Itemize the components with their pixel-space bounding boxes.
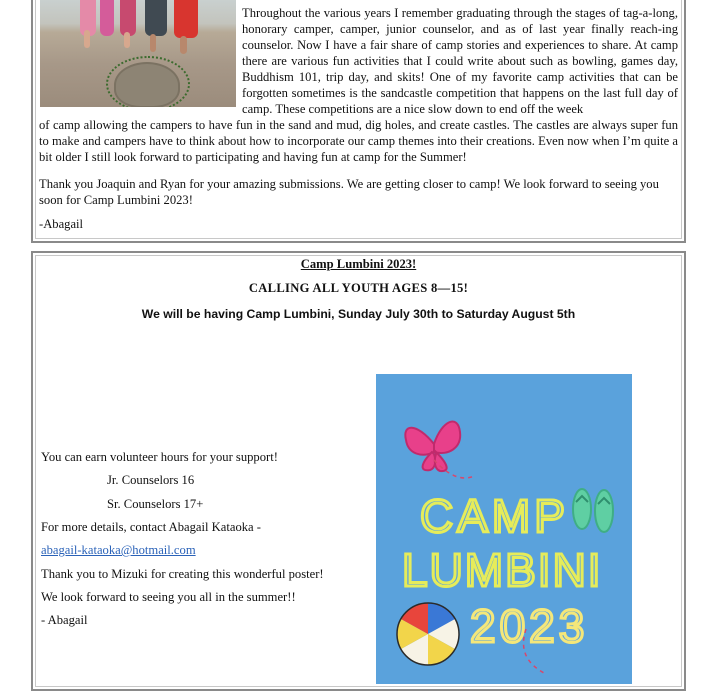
email-link[interactable]: abagail-kataoka@hotmail.com [41,543,196,557]
announcement-title: Camp Lumbini 2023! [300,257,417,271]
sr-counselors-age: Sr. Counselors 17+ [107,497,204,511]
beach-ball-icon [397,603,459,665]
butterfly-icon [405,422,474,478]
article-paragraph-continued: of camp allowing the campers to have fun in the sand and mud, dig holes, and create castles. The castles are always super fun to make and campers have to think about how to incorporate our camp themes into their creations. Even now when I’m quite a bit older I still look forward to participating and having fun at camp for the Summer! [39,118,678,164]
calling-youth-heading: CALLING ALL YOUTH AGES 8—15! [248,281,469,295]
closing-text: We look forward to seeing you all in the summer!! [41,590,296,604]
thanks-paragraph: Thank you Joaquin and Ryan for your amazing submissions. We are getting closer to camp! We look forward to seeing you soon for Camp Lumbini 2023! [39,177,659,207]
poster-credit-text: Thank you to Mizuki for creating this wonderful poster! [41,567,324,581]
camp-dates: We will be having Camp Lumbini, Sunday July 30th to Saturday August 5th [141,307,576,321]
article-signature: -Abagail [39,217,84,231]
poster-line-lumbini: LUMBINI [402,544,603,596]
poster-line-year: 2023 [470,600,589,652]
contact-text: For more details, contact Abagail Kataoka - [41,520,261,534]
announcement-signature: - Abagail [41,613,88,627]
volunteer-hours-text: You can earn volunteer hours for your support! [41,450,278,464]
camp-lumbini-poster [376,374,632,684]
sandcastle-photo [40,0,236,107]
sandcastle-mound [114,62,180,107]
jr-counselors-age: Jr. Counselors 16 [107,473,195,487]
article-paragraph: Throughout the various years I remember graduating through the stages of tag-a-long, honorary camper, camper, junior counselor, and as of last year finally reach-ing counselor. Now I have a fair share of camp stories and experiences to share. At camp there are various fun activities that I could write about such as bowling, games day, Buddhism 101, trip day, and skits! One of my favorite camp activities that can be forgotten sometimes is the sandcastle competition that happens on the last full day of camp. These competitions are a nice slow down to end off the week [242,6,678,116]
poster-line-camp: CAMP [420,490,569,542]
flip-flops-icon [573,489,613,532]
